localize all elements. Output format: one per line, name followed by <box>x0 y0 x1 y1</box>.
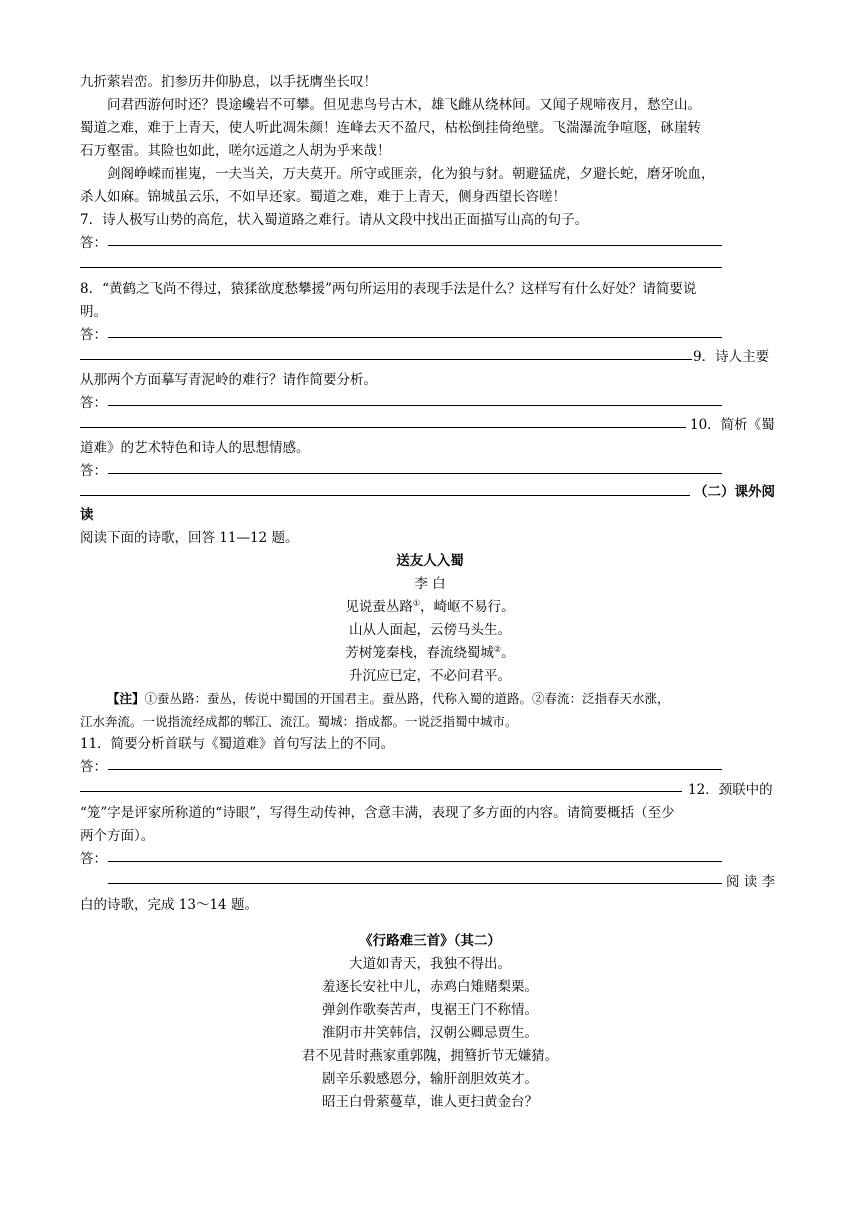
poem3-line: 昭王白骨萦蔓草，谁人更扫黄金台？ <box>322 1094 538 1110</box>
section-heading: （二）课外阅 <box>694 484 775 500</box>
reading-instruction: 阅读下面的诗歌，回答 11—12 题。 <box>80 530 299 546</box>
answer-label: 答： <box>80 235 107 251</box>
poem2-line: 升沉应已定，不必问君平。 <box>349 668 511 684</box>
answer-line[interactable] <box>80 495 690 496</box>
poem1-line: 剑阁峥嵘而崔嵬，一夫当关，万夫莫开。所守或匪亲，化为狼与豺。朝避猛虎，夕避长蛇，磨牙吮血， <box>107 166 715 182</box>
question-8: 8．“黄鹤之飞尚不得过，猿猱欲度愁攀援”两句所运用的表现手法是什么？这样写有什么好处？请简要说 <box>80 281 697 297</box>
answer-line[interactable] <box>80 359 692 360</box>
answer-line[interactable] <box>108 861 722 862</box>
poem2-line: 山从人面起，云傍马头生。 <box>349 622 511 638</box>
poem3-line: 羞逐长安社中儿，赤鸡白雉赌梨栗。 <box>322 979 538 995</box>
reading-instruction: 阅 读 李 <box>726 874 776 890</box>
question-9-cont: 从那两个方面摹写青泥岭的难行？请作简要分析。 <box>80 372 377 388</box>
poem3-line: 淮阴市井笑韩信，汉朝公卿忌贾生。 <box>322 1025 538 1041</box>
footnote: 【注】①蚕丛路：蚕丛，传说中蜀国的开国君主。蚕丛路，代称入蜀的道路。②春流：泛指春天水涨， <box>107 691 670 706</box>
answer-line[interactable] <box>108 769 722 770</box>
poem2-line: 见说蚕丛路①，崎岖不易行。 <box>345 598 515 615</box>
poem1-line: 石万壑雷。其险也如此，嗟尔远道之人胡为乎来哉！ <box>80 143 391 159</box>
question-9: 9．诗人主要 <box>693 349 770 365</box>
poem2-line: 芳树笼秦栈，春流绕蜀城②。 <box>345 644 515 661</box>
poem3-line: 大道如青天，我独不得出。 <box>349 956 511 972</box>
question-10: 10．简析《蜀 <box>690 417 775 433</box>
poem3-line: 剧辛乐毅感恩分，输肝剖胆效英才。 <box>322 1071 538 1087</box>
reading-instruction-cont: 白的诗歌，完成 13～14 题。 <box>80 897 258 913</box>
poem1-line: 杀人如麻。锦城虽云乐，不如早还家。蜀道之难，难于上青天，侧身西望长咨嗟！ <box>80 189 566 205</box>
question-12-cont: “笼”字是评家所称道的“诗眼”，写得生动传神，含意丰满，表现了多方面的内容。请简要概括（至少 <box>80 805 675 821</box>
answer-line[interactable] <box>108 883 722 884</box>
poem1-line: 九折萦岩峦。扪参历井仰胁息，以手抚膺坐长叹！ <box>80 74 377 90</box>
answer-line[interactable] <box>108 473 722 474</box>
question-12-cont: 两个方面）。 <box>80 828 155 844</box>
answer-line[interactable] <box>108 245 722 246</box>
answer-label: 答： <box>80 327 107 343</box>
section-heading-cont: 读 <box>80 507 94 523</box>
answer-line[interactable] <box>108 405 722 406</box>
poem3-line: 君不见昔时燕家重郭隗，拥篲折节无嫌猜。 <box>301 1048 559 1064</box>
question-7: 7．诗人极写山势的高危，状入蜀道路之难行。请从文段中找出正面描写山高的句子。 <box>80 212 589 228</box>
answer-label: 答： <box>80 395 107 411</box>
answer-line[interactable] <box>80 267 722 268</box>
poem1-line: 蜀道之难，难于上青天，使人听此凋朱颜！连峰去天不盈尺，枯松倒挂倚绝壁。飞湍瀑流争喧豗，砯崖转 <box>80 120 701 136</box>
answer-line[interactable] <box>80 791 682 792</box>
poem3-title: 《行路难三首》（其二） <box>359 933 501 949</box>
footnote-cont: 江水奔流。一说指流经成都的郫江、流江。蜀城：指成都。一说泛指蜀中城市。 <box>80 714 518 729</box>
poem2-title: 送友人入蜀 <box>396 553 464 569</box>
answer-label: 答： <box>80 759 107 775</box>
answer-line[interactable] <box>108 337 722 338</box>
question-12: 12．颈联中的 <box>688 782 773 798</box>
answer-line[interactable] <box>80 427 686 428</box>
question-11: 11．简要分析首联与《蜀道难》首句写法上的不同。 <box>80 736 395 752</box>
poem2-author: 李 白 <box>414 576 446 592</box>
poem1-line: 问君西游何时还？畏途巉岩不可攀。但见悲鸟号古木，雄飞雌从绕林间。又闻子规啼夜月，愁空山。 <box>107 97 701 113</box>
poem3-line: 弹剑作歌奏苦声，曳裾王门不称情。 <box>322 1002 538 1018</box>
answer-label: 答： <box>80 851 107 867</box>
question-10-cont: 道难》的艺术特色和诗人的思想情感。 <box>80 440 310 456</box>
footnote-marker: ② <box>493 644 502 654</box>
question-8-cont: 明。 <box>80 304 107 320</box>
footnote-marker: ① <box>412 598 421 608</box>
answer-label: 答： <box>80 463 107 479</box>
